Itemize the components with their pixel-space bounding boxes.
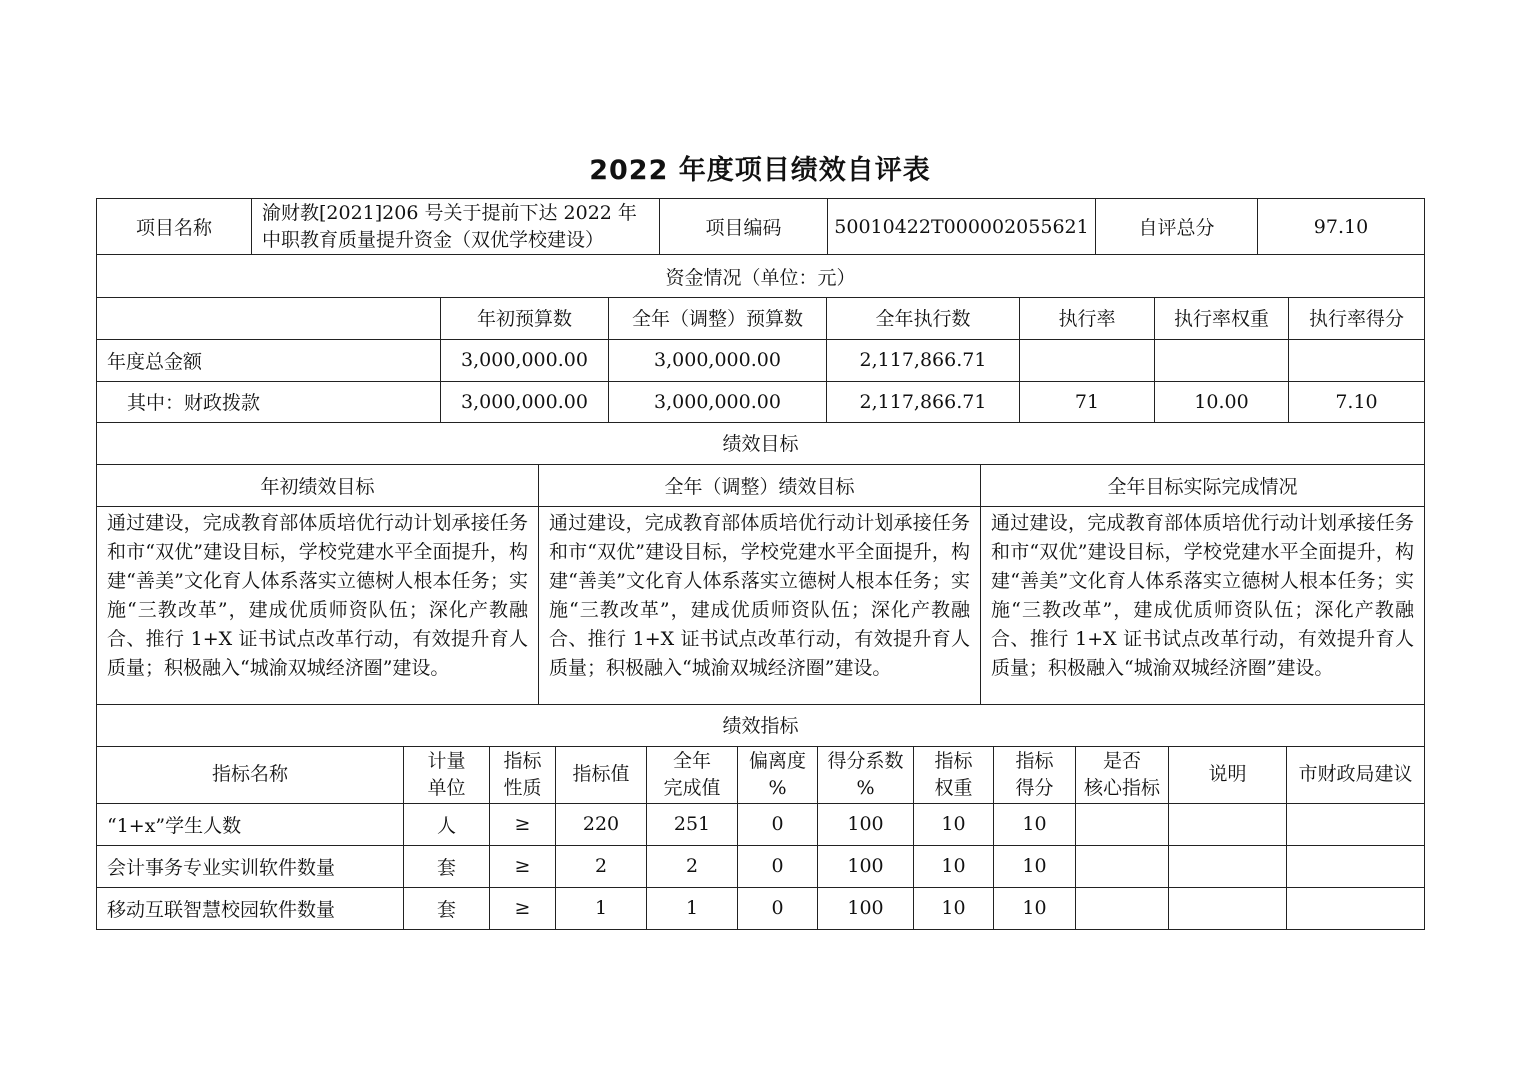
goals-table — [96, 422, 1425, 705]
indicator-header-cell: 指标 得分 — [994, 746, 1076, 803]
funds-cell — [1155, 339, 1289, 381]
indicator-header-cell: 市财政局建议 — [1287, 746, 1425, 803]
indicator-cell: 10 — [994, 803, 1076, 845]
indicator-cell: ≥ — [490, 803, 556, 845]
goals-section-title: 绩效目标 — [97, 422, 1425, 464]
project-info-row — [97, 199, 1425, 255]
self-score-label: 自评总分 — [1096, 199, 1258, 255]
indicator-cell: 0 — [738, 887, 818, 929]
indicator-cell — [1169, 845, 1287, 887]
funds-header-cell: 全年（调整）预算数 — [609, 297, 827, 339]
indicator-header-cell: 指标值 — [556, 746, 647, 803]
indicator-cell — [1287, 845, 1425, 887]
project-name-value: 渝财教[2021]206 号关于提前下达 2022 年中职教育质量提升资金（双优学校建设） — [252, 199, 660, 255]
self-score-value: 97.10 — [1258, 199, 1425, 255]
funds-cell: 7.10 — [1289, 381, 1425, 422]
page-title: 2022 年度项目绩效自评表 — [589, 155, 931, 186]
funds-cell: 3,000,000.00 — [609, 339, 827, 381]
project-code-value: 50010422T000002055621 — [828, 199, 1096, 255]
indicator-cell — [1076, 845, 1169, 887]
indicator-cell — [1169, 887, 1287, 929]
indicators-section-row — [97, 704, 1425, 746]
indicator-cell: 10 — [994, 845, 1076, 887]
indicator-cell: 100 — [818, 845, 914, 887]
goal-text-adjusted: 通过建设，完成教育部体质培优行动计划承接任务和市“双优”建设目标，学校党建水平全面提升，构建“善美”文化育人体系落实立德树人根本任务；实施“三教改革”，建成优质师资队伍；深化产教融合、推行 1+X 证书试点改革行动，有效提升育人质量；积极融入“城渝双城经济圈”建设。 — [539, 506, 981, 704]
indicator-cell — [1287, 803, 1425, 845]
indicator-cell: 0 — [738, 845, 818, 887]
funds-cell: 71 — [1020, 381, 1155, 422]
funds-header-row — [97, 297, 1425, 339]
indicator-cell: 10 — [994, 887, 1076, 929]
funds-header-cell: 全年执行数 — [827, 297, 1020, 339]
indicator-cell: 220 — [556, 803, 647, 845]
funds-row-total — [97, 339, 1425, 381]
funds-cell: 其中：财政拨款 — [97, 381, 441, 422]
indicator-cell: ≥ — [490, 887, 556, 929]
indicator-header-cell: 全年 完成值 — [647, 746, 738, 803]
indicator-header-cell: 计量 单位 — [404, 746, 490, 803]
funds-header-cell: 执行率权重 — [1155, 297, 1289, 339]
goals-header-cell: 全年（调整）绩效目标 — [539, 464, 981, 506]
funds-cell — [1289, 339, 1425, 381]
project-code-label: 项目编码 — [660, 199, 828, 255]
funds-cell: 3,000,000.00 — [441, 381, 609, 422]
goals-header-row — [97, 464, 1425, 506]
indicator-header-cell: 是否 核心指标 — [1076, 746, 1169, 803]
indicator-row — [97, 803, 1425, 845]
indicator-cell: 2 — [556, 845, 647, 887]
goals-header-cell: 年初绩效目标 — [97, 464, 539, 506]
indicator-header-cell: 指标 性质 — [490, 746, 556, 803]
funds-cell: 3,000,000.00 — [609, 381, 827, 422]
indicator-cell — [1076, 887, 1169, 929]
funds-header-cell: 执行率 — [1020, 297, 1155, 339]
indicator-cell: 2 — [647, 845, 738, 887]
goal-text-initial: 通过建设，完成教育部体质培优行动计划承接任务和市“双优”建设目标，学校党建水平全面提升，构建“善美”文化育人体系落实立德树人根本任务；实施“三教改革”，建成优质师资队伍；深化产教融合、推行 1+X 证书试点改革行动，有效提升育人质量；积极融入“城渝双城经济圈”建设。 — [97, 506, 539, 704]
funds-cell: 2,117,866.71 — [827, 381, 1020, 422]
indicator-cell: 100 — [818, 803, 914, 845]
indicator-row — [97, 887, 1425, 929]
indicator-cell: 1 — [556, 887, 647, 929]
project-info-table — [96, 198, 1425, 298]
indicator-cell: 套 — [404, 845, 490, 887]
indicator-cell: ≥ — [490, 845, 556, 887]
funds-header-cell: 年初预算数 — [441, 297, 609, 339]
funds-header-cell — [97, 297, 441, 339]
indicator-cell: 套 — [404, 887, 490, 929]
indicator-cell: 100 — [818, 887, 914, 929]
indicator-cell: 人 — [404, 803, 490, 845]
indicator-header-cell: 指标名称 — [97, 746, 404, 803]
indicator-cell: 10 — [914, 845, 994, 887]
funds-cell: 3,000,000.00 — [441, 339, 609, 381]
indicator-row — [97, 845, 1425, 887]
indicator-cell: 会计事务专业实训软件数量 — [97, 845, 404, 887]
funds-header-cell: 执行率得分 — [1289, 297, 1425, 339]
goals-section-row — [97, 422, 1425, 464]
funds-section-title: 资金情况（单位：元） — [97, 255, 1425, 298]
indicator-cell: 10 — [914, 803, 994, 845]
indicator-cell: “1+x”学生人数 — [97, 803, 404, 845]
indicator-cell: 1 — [647, 887, 738, 929]
indicator-cell — [1287, 887, 1425, 929]
indicator-cell: 251 — [647, 803, 738, 845]
indicator-header-cell: 说明 — [1169, 746, 1287, 803]
funds-cell — [1020, 339, 1155, 381]
funds-row-fiscal — [97, 381, 1425, 422]
funds-table — [96, 297, 1425, 423]
indicators-header-row — [97, 746, 1425, 803]
funds-cell: 10.00 — [1155, 381, 1289, 422]
indicator-cell — [1076, 803, 1169, 845]
indicator-cell: 10 — [914, 887, 994, 929]
goal-text-actual: 通过建设，完成教育部体质培优行动计划承接任务和市“双优”建设目标，学校党建水平全面提升，构建“善美”文化育人体系落实立德树人根本任务；实施“三教改革”，建成优质师资队伍；深化产教融合、推行 1+X 证书试点改革行动，有效提升育人质量；积极融入“城渝双城经济圈”建设。 — [981, 506, 1425, 704]
funds-cell: 2,117,866.71 — [827, 339, 1020, 381]
indicator-header-cell: 得分系数 % — [818, 746, 914, 803]
goals-header-cell: 全年目标实际完成情况 — [981, 464, 1425, 506]
indicators-table — [96, 704, 1425, 930]
project-name-label: 项目名称 — [97, 199, 252, 255]
indicator-header-cell: 偏离度 % — [738, 746, 818, 803]
funds-cell: 年度总金额 — [97, 339, 441, 381]
indicator-cell: 移动互联智慧校园软件数量 — [97, 887, 404, 929]
indicator-header-cell: 指标 权重 — [914, 746, 994, 803]
indicator-cell — [1169, 803, 1287, 845]
indicators-section-title: 绩效指标 — [97, 704, 1425, 746]
funds-section-row — [97, 255, 1425, 298]
goals-text-row — [97, 506, 1425, 704]
indicator-cell: 0 — [738, 803, 818, 845]
